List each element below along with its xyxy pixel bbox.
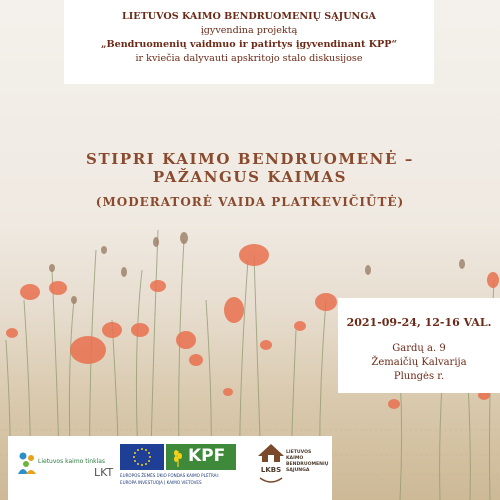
event-title-line1: STIPRI KAIMO BENDRUOMENĖ –	[86, 150, 414, 168]
lkt-logo	[16, 444, 112, 492]
intro-line-implements: įgyvendina projektą	[200, 25, 298, 36]
eu-flag-icon	[120, 444, 164, 470]
event-info-box	[338, 298, 500, 393]
lkbs-abbreviation: LKBS	[260, 466, 282, 474]
lkbs-emblem-icon	[256, 442, 286, 486]
moderator-line: (MODERATORĖ VAIDA PLATKEVIČIŪTĖ)	[95, 195, 405, 209]
kpf-badge	[166, 444, 236, 470]
event-datetime: 2021-09-24, 12-16 VAL.	[346, 316, 492, 329]
wheat-icon	[170, 447, 186, 467]
kpf-text: KPF	[188, 446, 226, 466]
lkbs-name-line: SĄJUNGA	[286, 468, 310, 473]
lkbs-name-line: BENDRUOMENIŲ	[286, 462, 329, 467]
address-line: Plungės r.	[393, 371, 445, 382]
eu-invests-caption: EUROPA INVESTUOJA Į KAIMO VIETOVES	[120, 480, 202, 485]
event-title-line2: PAŽANGUS KAIMAS	[152, 168, 348, 186]
organizer-name: LIETUVOS KAIMO BENDRUOMENIŲ SĄJUNGA	[122, 11, 376, 22]
lkt-name: Lietuvos kaimo tinklas	[38, 458, 106, 465]
address-line: Žemaičių Kalvarija	[371, 357, 467, 368]
intro-box	[64, 0, 434, 84]
address-line: Gardų a. 9	[392, 343, 446, 354]
intro-line-invite: ir kviečia dalyvauti apskritojo stalo diskusijose	[135, 53, 363, 64]
sponsor-logo-bar	[8, 436, 332, 500]
lkbs-logo	[256, 442, 330, 494]
lkbs-name-line: LIETUVOS	[286, 450, 312, 455]
lkt-people-icon	[16, 450, 38, 476]
event-title	[0, 150, 500, 186]
eu-fund-caption: EUROPOS ŽEMĖS ŪKIO FONDAS KAIMO PLĖTRAI:	[120, 473, 220, 478]
event-address	[338, 342, 500, 384]
project-name: „Bendruomenių vaidmuo ir patirtys įgyvendinant KPP“	[100, 39, 398, 50]
eu-kpf-logo	[120, 442, 238, 494]
lkt-abbreviation: LKT	[94, 466, 114, 479]
lkbs-name	[286, 450, 328, 474]
lkbs-name-line: KAIMO	[286, 456, 304, 461]
